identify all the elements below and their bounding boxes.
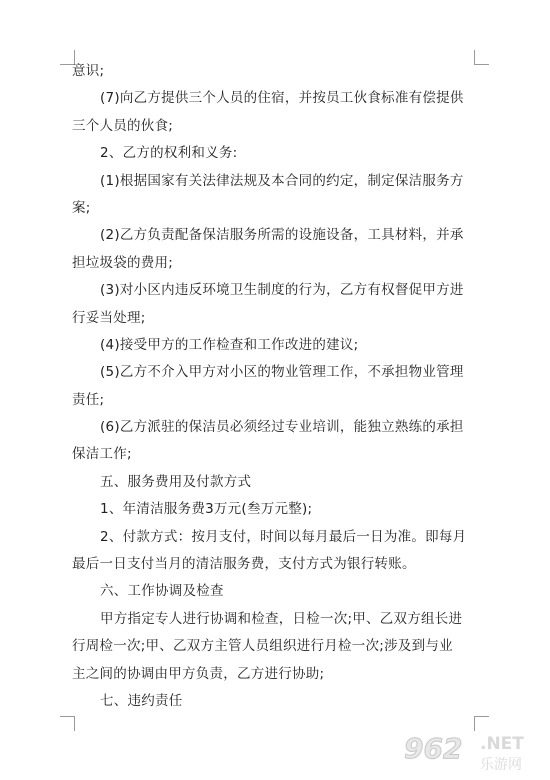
text-line: 意识; (72, 63, 105, 79)
text-line: (6)乙方派驻的保洁员必须经过专业培训，能独立熟练的承担 (100, 419, 464, 436)
document-body (72, 58, 480, 715)
text-line: 案; (72, 199, 91, 216)
watermark-suffix: .NET (480, 734, 524, 754)
text-line: 最后一日支付当月的清洁服务费，支付方式为银行转账。 (72, 556, 416, 573)
text-line: 担垃圾袋的费用; (72, 254, 174, 271)
text-line: 行周检一次;甲、乙双方主管人员组织进行月检一次;涉及到与业 (72, 638, 453, 655)
watermark-site-name: 乐游网 (480, 757, 522, 773)
text-line: (1)根据国家有关法律法规及本合同的约定，制定保洁服务方 (100, 172, 464, 189)
text-line: (4)接受甲方的工作检查和工作改进的建议; (100, 336, 359, 353)
text-line: 七、违约责任 (100, 692, 183, 709)
text-line: 甲方指定专人进行协调和检查，日检一次;甲、乙双方组长进 (100, 610, 463, 627)
text-line: 三个人员的伙食; (72, 117, 174, 134)
text-line: (7)向乙方提供三个人员的住宿，并按员工伙食标准有偿提供 (100, 90, 464, 107)
text-line: 行妥当处理; (72, 309, 146, 326)
text-line: (5)乙方不介入甲方对小区的物业管理工作，不承担物业管理 (100, 364, 464, 381)
text-line: (3)对小区内违反环境卫生制度的行为，乙方有权督促甲方进 (100, 282, 464, 299)
text-line: (2)乙方负责配备保洁服务所需的设施设备，工具材料，并承 (100, 227, 464, 244)
text-line: 1、年清洁服务费3万元(叁万元整); (100, 501, 313, 518)
margin-mark-bottom-right (474, 716, 489, 731)
text-line: 2、付款方式：按月支付，时间以每月最后一日为准。即每月 (100, 528, 467, 545)
text-line: 主之间的协调由甲方负责，乙方进行协助; (72, 665, 325, 682)
watermark-number: 962 (404, 732, 463, 765)
margin-mark-bottom-left (60, 716, 75, 731)
text-line: 责任; (72, 391, 105, 408)
text-line: 六、工作协调及检查 (100, 583, 224, 600)
text-line: 2、乙方的权利和义务: (100, 145, 238, 162)
site-watermark (404, 730, 544, 776)
text-line: 保洁工作; (72, 446, 132, 463)
text-line: 五、服务费用及付款方式 (100, 473, 252, 490)
